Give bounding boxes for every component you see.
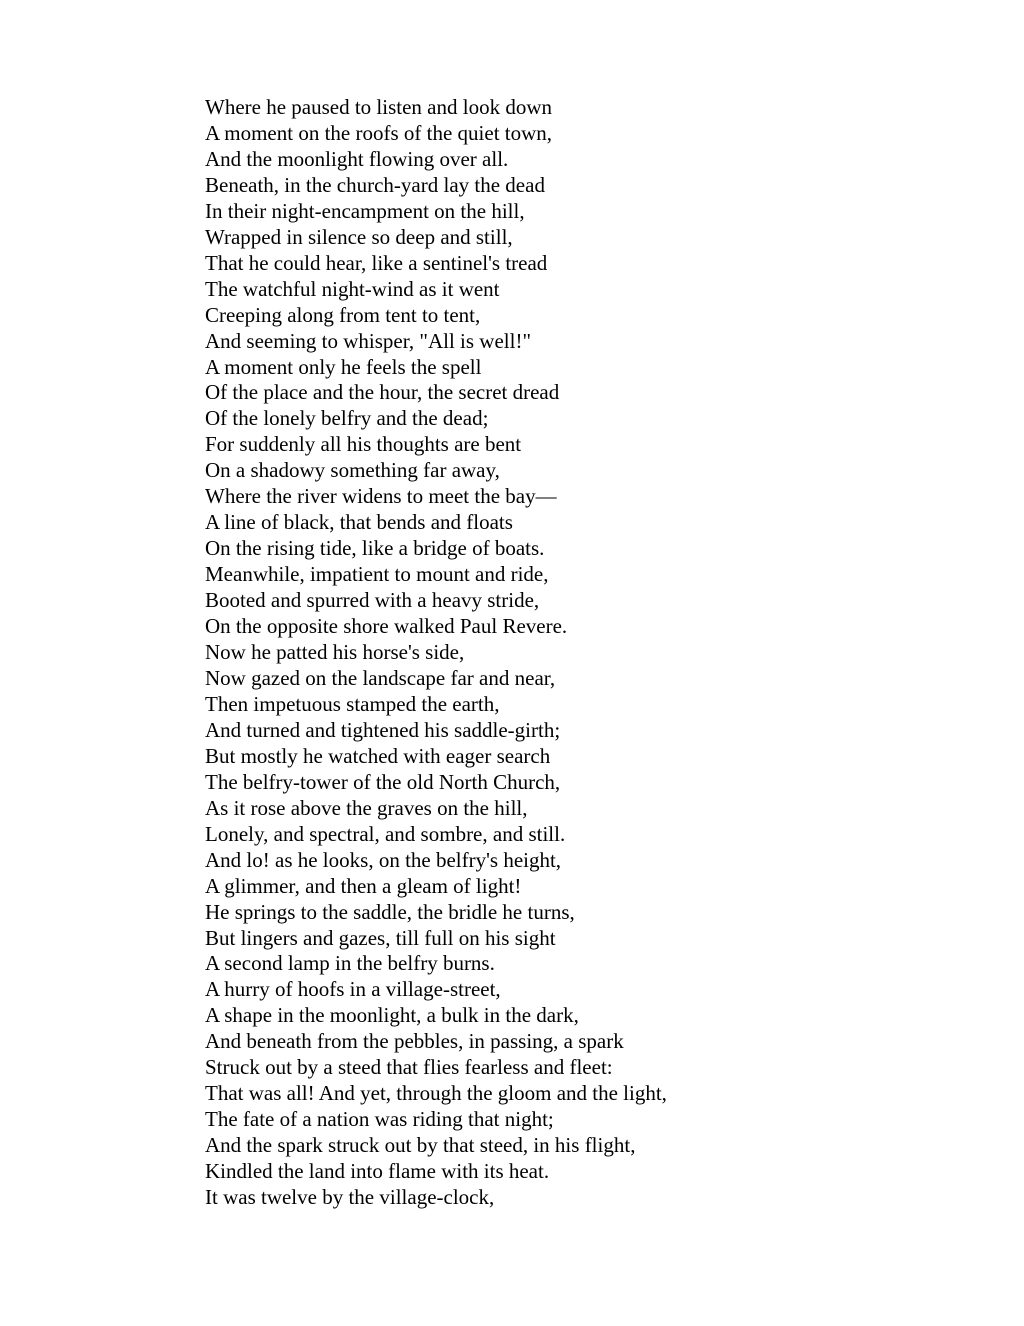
poem-line: Now gazed on the landscape far and near, <box>205 665 556 690</box>
poem-line: And beneath from the pebbles, in passing, a spark <box>205 1029 624 1054</box>
poem-line: A hurry of hoofs in a village-street, <box>205 977 501 1002</box>
poem-line: And seeming to whisper, "All is well!" <box>205 328 532 353</box>
poem-line: Now he patted his horse's side, <box>205 640 465 665</box>
poem-line: Booted and spurred with a heavy stride, <box>205 588 540 613</box>
poem-line: Lonely, and spectral, and sombre, and still. <box>205 821 566 846</box>
poem-line: On the rising tide, like a bridge of boats. <box>205 536 545 561</box>
poem-line: The belfry-tower of the old North Church, <box>205 769 561 794</box>
poem-line: In their night-encampment on the hill, <box>205 198 525 223</box>
poem-line: But mostly he watched with eager search <box>205 743 551 768</box>
poem-line: Of the lonely belfry and the dead; <box>205 406 489 431</box>
poem-text <box>205 95 667 1211</box>
poem-line: For suddenly all his thoughts are bent <box>205 432 522 457</box>
poem-line: A glimmer, and then a gleam of light! <box>205 873 522 898</box>
poem-line: The watchful night-wind as it went <box>205 276 500 301</box>
poem-line: That was all! And yet, through the gloom and the light, <box>205 1081 667 1106</box>
poem-line: On a shadowy something far away, <box>205 458 500 483</box>
poem-line: A shape in the moonlight, a bulk in the dark, <box>205 1003 579 1028</box>
poem-line: Struck out by a steed that flies fearless and fleet: <box>205 1055 613 1080</box>
poem-line: And turned and tightened his saddle-girth; <box>205 717 561 742</box>
poem-line: He springs to the saddle, the bridle he turns, <box>205 899 575 924</box>
poem-line: Of the place and the hour, the secret dread <box>205 380 560 405</box>
poem-line: A moment only he feels the spell <box>205 354 482 379</box>
poem-line: But lingers and gazes, till full on his sight <box>205 925 556 950</box>
poem-line: That he could hear, like a sentinel's tread <box>205 250 548 275</box>
poem-line: Kindled the land into flame with its heat. <box>205 1159 550 1184</box>
poem-line: Meanwhile, impatient to mount and ride, <box>205 562 549 587</box>
poem-line: And the moonlight flowing over all. <box>205 146 509 171</box>
poem-line: It was twelve by the village-clock, <box>205 1185 495 1210</box>
poem-line: On the opposite shore walked Paul Revere. <box>205 614 568 639</box>
poem-line: A second lamp in the belfry burns. <box>205 951 495 976</box>
poem-line: And the spark struck out by that steed, in his flight, <box>205 1133 636 1158</box>
poem-line: A moment on the roofs of the quiet town, <box>205 120 553 145</box>
poem-line: Where the river widens to meet the bay— <box>205 484 557 509</box>
poem-line: Creeping along from tent to tent, <box>205 302 481 327</box>
poem-line: Where he paused to listen and look down <box>205 95 552 119</box>
poem-line: And lo! as he looks, on the belfry's height, <box>205 847 562 872</box>
poem-line: Beneath, in the church-yard lay the dead <box>205 172 545 197</box>
poem-line: The fate of a nation was riding that night; <box>205 1107 554 1132</box>
poem-line: A line of black, that bends and floats <box>205 510 513 535</box>
poem-line: Then impetuous stamped the earth, <box>205 691 500 716</box>
poem-line: As it rose above the graves on the hill, <box>205 795 528 820</box>
poem-line: Wrapped in silence so deep and still, <box>205 224 513 249</box>
